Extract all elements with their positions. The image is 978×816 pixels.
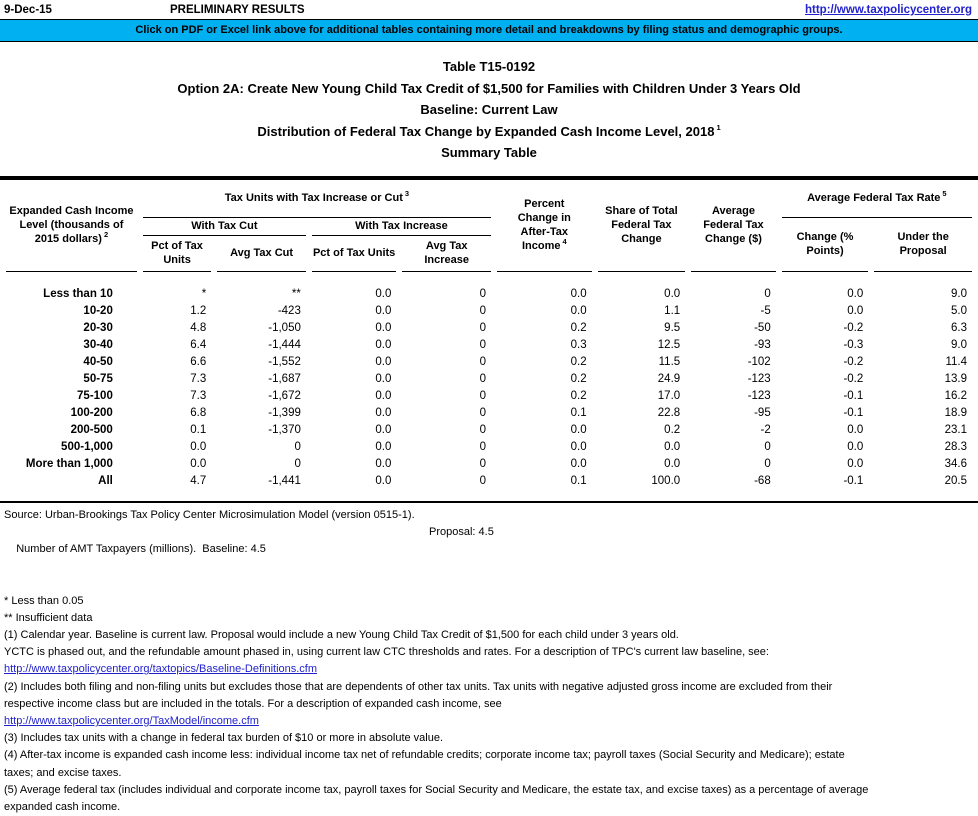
data-cell: -1,399 <box>217 405 306 422</box>
data-cell: 0.0 <box>782 303 869 320</box>
data-cell: -0.2 <box>782 354 869 371</box>
data-cell: -1,687 <box>217 371 306 388</box>
data-cell: 0 <box>402 303 491 320</box>
amt-taxpayers-note <box>4 524 974 593</box>
data-cell: -0.1 <box>782 388 869 405</box>
table-row <box>6 456 972 473</box>
data-cell: 0.1 <box>497 473 592 490</box>
data-cell: 6.8 <box>143 405 211 422</box>
income-definition-link[interactable]: http://www.taxpolicycenter.org/TaxModel/income.cfm <box>4 715 259 727</box>
data-cell: 0.0 <box>782 286 869 303</box>
footnote-ref-2: 2 <box>104 230 108 239</box>
table-row <box>6 354 972 371</box>
data-cell: 0.1 <box>497 405 592 422</box>
col-header-avg-tax-increase: Avg Tax Increase <box>402 236 491 272</box>
data-cell: -423 <box>217 303 306 320</box>
table-row <box>6 303 972 320</box>
income-bracket-label: More than 1,000 <box>6 456 137 473</box>
data-cell: -1,370 <box>217 422 306 439</box>
footnote-ref-3: 3 <box>405 189 409 198</box>
data-cell: 0.1 <box>143 422 211 439</box>
data-cell: 5.0 <box>874 303 972 320</box>
data-cell: 0.0 <box>497 286 592 303</box>
footnote-5-line-1: (5) Average federal tax (includes individual and corporate income tax, payroll taxes for Social Security and Medicare, the estate tax, and excise taxes) as a percentage of average <box>4 782 974 799</box>
data-cell: 0.2 <box>497 388 592 405</box>
income-bracket-label: 200-500 <box>6 422 137 439</box>
data-cell: -123 <box>691 388 776 405</box>
data-cell: -1,050 <box>217 320 306 337</box>
data-cell: 0.0 <box>312 320 397 337</box>
data-cell: 24.9 <box>598 371 686 388</box>
data-cell: 22.8 <box>598 405 686 422</box>
income-bracket-label: 40-50 <box>6 354 137 371</box>
data-cell: 4.8 <box>143 320 211 337</box>
footnote-double-star: ** Insufficient data <box>4 610 974 627</box>
data-cell: -0.1 <box>782 405 869 422</box>
data-cell: 4.7 <box>143 473 211 490</box>
data-cell: 0.2 <box>497 320 592 337</box>
footnote-ref-1: 1 <box>716 123 720 132</box>
data-cell: 0.0 <box>312 286 397 303</box>
col-header-under-the-proposal: Under the Proposal <box>874 218 972 272</box>
data-cell: 1.1 <box>598 303 686 320</box>
data-cell: 100.0 <box>598 473 686 490</box>
data-cell: 18.9 <box>874 405 972 422</box>
table-row <box>6 439 972 456</box>
data-cell: 0 <box>217 456 306 473</box>
table-row <box>6 371 972 388</box>
col-group-tax-units-increase-or-cut: Tax Units with Tax Increase or Cut $^3$ <box>143 180 491 218</box>
col-header-income-level: Expanded Cash Income Level (thousands of 2015 dollars) $^2$ <box>6 180 137 272</box>
data-cell: 0 <box>402 337 491 354</box>
data-cell: 0.0 <box>312 405 397 422</box>
footnote-ref-4: 4 <box>562 237 566 246</box>
data-cell: -0.2 <box>782 371 869 388</box>
data-cell: 0.2 <box>497 371 592 388</box>
data-cell: 17.0 <box>598 388 686 405</box>
data-cell: -50 <box>691 320 776 337</box>
footnote-2-line-2: respective income class but are included in the totals. For a description of expanded cash income, see <box>4 696 974 713</box>
data-cell: -93 <box>691 337 776 354</box>
data-cell: -1,441 <box>217 473 306 490</box>
data-cell: -2 <box>691 422 776 439</box>
data-cell: 0 <box>691 456 776 473</box>
data-cell: 11.5 <box>598 354 686 371</box>
col-group-with-tax-cut: With Tax Cut <box>143 218 306 236</box>
data-cell: 0.0 <box>312 354 397 371</box>
data-cell: 0.0 <box>312 422 397 439</box>
baseline-definitions-link[interactable]: http://www.taxpolicycenter.org/taxtopics/Baseline-Definitions.cfm <box>4 663 317 675</box>
col-header-change-points: Change (% Points) <box>782 218 869 272</box>
data-cell: 7.3 <box>143 388 211 405</box>
col-group-with-tax-increase: With Tax Increase <box>312 218 491 236</box>
baseline-title: Baseline: Current Law <box>0 99 978 121</box>
income-bracket-label: All <box>6 473 137 490</box>
income-bracket-label: 20-30 <box>6 320 137 337</box>
footnote-1-line-1: (1) Calendar year. Baseline is current law. Proposal would include a new Young Child Tax Credit of $1,500 for each child under 3 years old. <box>4 627 974 644</box>
data-cell: -5 <box>691 303 776 320</box>
data-cell: 0.0 <box>312 303 397 320</box>
data-cell: 0.0 <box>598 456 686 473</box>
col-header-pct-tax-units-increase: Pct of Tax Units <box>312 236 397 272</box>
footnote-ref-5: 5 <box>942 189 946 198</box>
table-row <box>6 320 972 337</box>
header-body-spacer <box>6 272 972 286</box>
data-cell: 0 <box>402 456 491 473</box>
data-cell: 0.0 <box>782 456 869 473</box>
source-note: Source: Urban-Brookings Tax Policy Center Microsimulation Model (version 0515-1). <box>4 507 974 524</box>
data-cell: -0.1 <box>782 473 869 490</box>
data-cell: -123 <box>691 371 776 388</box>
data-cell: -0.2 <box>782 320 869 337</box>
data-cell: 23.1 <box>874 422 972 439</box>
data-cell: 0 <box>402 388 491 405</box>
data-cell: 9.0 <box>874 286 972 303</box>
footnote-2-line-1: (2) Includes both filing and non-filing units but excludes those that are dependents of other tax units. Tax units with negative adjusted gross income are excluded from their <box>4 679 974 696</box>
income-bracket-label: 50-75 <box>6 371 137 388</box>
data-cell: 16.2 <box>874 388 972 405</box>
data-cell: 0.0 <box>497 422 592 439</box>
footnote-star: * Less than 0.05 <box>4 593 974 610</box>
data-cell: 0.0 <box>312 456 397 473</box>
income-bracket-label: 75-100 <box>6 388 137 405</box>
top-bar <box>0 0 978 18</box>
data-cell: 9.0 <box>874 337 972 354</box>
footnote-1-line-2: YCTC is phased out, and the refundable amount phased in, using current law CTC thresholds and rates. For a description of TPC's current law baseline, see: <box>4 644 974 661</box>
table-row-all <box>6 473 972 490</box>
data-cell: 0.0 <box>312 337 397 354</box>
data-cell: 0.0 <box>782 439 869 456</box>
table-row <box>6 422 972 439</box>
data-cell: -0.3 <box>782 337 869 354</box>
footnotes <box>0 503 978 816</box>
data-cell: 6.4 <box>143 337 211 354</box>
data-cell: 0.0 <box>497 303 592 320</box>
option-title: Option 2A: Create New Young Child Tax Credit of $1,500 for Families with Children Under 3 Years Old <box>0 78 978 100</box>
data-cell: 0.0 <box>312 439 397 456</box>
data-cell: 0.0 <box>312 473 397 490</box>
data-cell: 0 <box>402 354 491 371</box>
data-cell: -95 <box>691 405 776 422</box>
taxpolicycenter-link[interactable]: http://www.taxpolicycenter.org <box>805 4 974 16</box>
data-cell: 0 <box>691 439 776 456</box>
amt-baseline-value: Number of AMT Taxpayers (millions). Baseline: 4.5 <box>16 543 266 555</box>
data-cell: 0 <box>402 439 491 456</box>
data-cell: 28.3 <box>874 439 972 456</box>
title-block <box>0 56 978 164</box>
data-cell: 0.0 <box>143 456 211 473</box>
col-header-pct-tax-units-cut: Pct of Tax Units <box>143 236 211 272</box>
amt-proposal-value: Proposal: 4.5 <box>429 524 494 541</box>
table-row <box>6 388 972 405</box>
distribution-table <box>0 180 978 490</box>
data-cell: 13.9 <box>874 371 972 388</box>
data-cell: 0 <box>402 286 491 303</box>
data-cell: 6.6 <box>143 354 211 371</box>
distribution-title: Distribution of Federal Tax Change by Expanded Cash Income Level, 2018 $^1$ <box>0 121 978 143</box>
income-bracket-label: 10-20 <box>6 303 137 320</box>
data-cell: 0 <box>402 371 491 388</box>
col-header-avg-tax-cut: Avg Tax Cut <box>217 236 306 272</box>
data-cell: 34.6 <box>874 456 972 473</box>
footnote-4-line-2: taxes; and excise taxes. <box>4 765 974 782</box>
data-cell: 0.0 <box>782 422 869 439</box>
data-cell: -68 <box>691 473 776 490</box>
data-cell: -1,672 <box>217 388 306 405</box>
data-cell: 9.5 <box>598 320 686 337</box>
data-cell: 0 <box>691 286 776 303</box>
data-cell: 0.0 <box>598 439 686 456</box>
data-cell: 0.2 <box>497 354 592 371</box>
data-cell: 12.5 <box>598 337 686 354</box>
footnote-5-line-2: expanded cash income. <box>4 799 974 816</box>
data-cell: * <box>143 286 211 303</box>
report-date: 9-Dec-15 <box>4 4 170 16</box>
summary-table-title: Summary Table <box>0 142 978 164</box>
data-cell: 11.4 <box>874 354 972 371</box>
data-cell: 0.3 <box>497 337 592 354</box>
data-cell: 0.0 <box>598 286 686 303</box>
data-cell: 7.3 <box>143 371 211 388</box>
col-header-avg-federal-tax-change: Average Federal Tax Change ($) <box>691 180 776 272</box>
data-cell: 0.2 <box>598 422 686 439</box>
data-cell: 0.0 <box>497 456 592 473</box>
footnote-3: (3) Includes tax units with a change in federal tax burden of $10 or more in absolute value. <box>4 730 974 747</box>
preliminary-results-label: PRELIMINARY RESULTS <box>170 4 805 16</box>
data-cell: -1,444 <box>217 337 306 354</box>
data-cell: 6.3 <box>874 320 972 337</box>
data-cell: -1,552 <box>217 354 306 371</box>
data-cell: 0.0 <box>312 371 397 388</box>
data-cell: -102 <box>691 354 776 371</box>
table-row <box>6 337 972 354</box>
info-banner-text: Click on PDF or Excel link above for additional tables containing more detail and breakdowns by filing status and demographic groups. <box>135 24 842 36</box>
data-cell: ** <box>217 286 306 303</box>
col-header-pct-change-after-tax-income: Percent Change in After-Tax Income $^4$ <box>497 180 592 272</box>
income-bracket-label: 500-1,000 <box>6 439 137 456</box>
data-cell: 20.5 <box>874 473 972 490</box>
data-cell: 0.0 <box>143 439 211 456</box>
col-group-avg-federal-tax-rate: Average Federal Tax Rate $^5$ <box>782 180 972 218</box>
col-header-share-of-total: Share of Total Federal Tax Change <box>598 180 686 272</box>
income-bracket-label: Less than 10 <box>6 286 137 303</box>
table-number-title: Table T15-0192 <box>0 56 978 78</box>
data-cell: 0 <box>217 439 306 456</box>
data-cell: 0 <box>402 320 491 337</box>
footnote-4-line-1: (4) After-tax income is expanded cash income less: individual income tax net of refundable credits; corporate income tax; payroll taxes (Social Security and Medicare); estate <box>4 747 974 764</box>
data-cell: 0.0 <box>497 439 592 456</box>
table-row <box>6 405 972 422</box>
income-bracket-label: 100-200 <box>6 405 137 422</box>
income-bracket-label: 30-40 <box>6 337 137 354</box>
data-cell: 1.2 <box>143 303 211 320</box>
data-cell: 0 <box>402 405 491 422</box>
data-cell: 0.0 <box>312 388 397 405</box>
data-cell: 0 <box>402 473 491 490</box>
data-cell: 0 <box>402 422 491 439</box>
table-row <box>6 286 972 303</box>
info-banner <box>0 19 978 42</box>
